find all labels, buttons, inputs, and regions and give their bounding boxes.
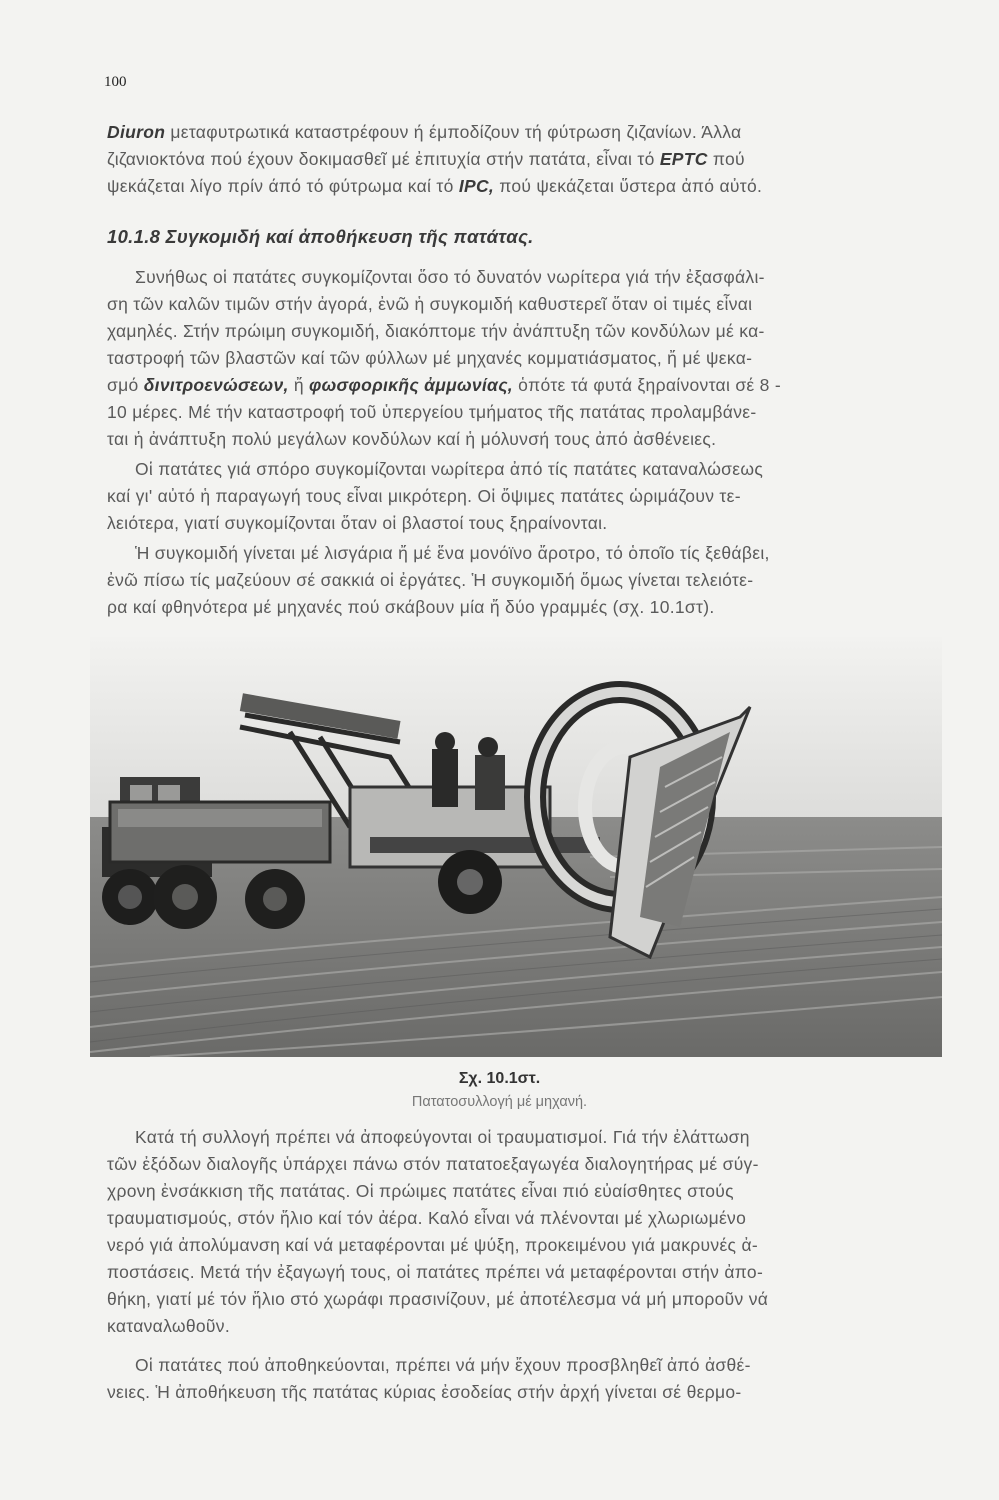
paragraph-collection — [107, 1124, 937, 1340]
text-line: καταναλωθοῦν. — [107, 1316, 230, 1336]
page-number: 100 — [104, 74, 127, 90]
term-eptc: EPTC — [659, 149, 708, 169]
text-span: πού ψεκάζεται ὕστερα ἀπό αὐτό. — [494, 176, 763, 196]
text-line: τῶν ἐξόδων διαλογῆς ὑπάρχει πάνω στόν πατατοεξαγωγέα διαλογητήρας μέ σύγ- — [107, 1154, 759, 1174]
text-line: νερό γιά ἀπολύμανση καί νά μεταφέρονται μέ ψύξη, προκειμένου γιά μακρυνές ἀ- — [107, 1235, 758, 1255]
term-dinitro: δινιτροενώσεων, — [143, 375, 289, 395]
text-line — [107, 173, 937, 200]
text-line: Ἡ συγκομιδή γίνεται μέ λισγάρια ἤ μέ ἕνα μονόϊνο ἄροτρο, τό ὁποῖο τίς ξεθάβει, — [135, 543, 770, 563]
paragraph-intro — [107, 119, 937, 200]
text-span: ἤ — [288, 375, 310, 395]
text-line: Συνήθως οἱ πατάτες συγκομίζονται ὅσο τό δυνατόν νωρίτερα γιά τήν ἐξασφάλι- — [135, 267, 765, 287]
section-heading: 10.1.8 Συγκομιδή καί ἀποθήκευση τῆς πατάτας. — [107, 226, 534, 247]
text-line: 10 μέρες. Μέ τήν καταστροφή τοῦ ὑπεργείου τμήματος τῆς πατάτας προλαμβάνε- — [107, 402, 757, 422]
text-line — [107, 119, 937, 146]
text-line: χαμηλές. Στήν πρώιμη συγκομιδή, διακόπτομε τήν ἀνάπτυξη τῶν κονδύλων μέ κα- — [107, 321, 765, 341]
text-line: ταστροφή τῶν βλαστῶν καί τῶν φύλλων μέ μηχανές κομματιάσματος, ἤ μέ ψεκα- — [107, 348, 753, 368]
term-ipc: IPC, — [458, 176, 495, 196]
text-span: ψεκάζεται λίγο πρίν άπό τό φύτρωμα καί τό — [107, 176, 459, 196]
text-line: ται ἡ ἀνάπτυξη πολύ μεγάλων κονδύλων καί ἡ μόλυνσή τους ἀπό ἀσθένειες. — [107, 429, 717, 449]
text-line: Κατά τή συλλογή πρέπει νά ἀποφεύγονται οἱ τραυματισμοί. Γιά τήν ἐλάττωση — [135, 1127, 750, 1147]
text-span: ζιζανιοκτόνα πού έχουν δοκιμασθεῖ μέ ἐπιτυχία στήν πατάτα, εἶναι τό — [107, 149, 660, 169]
text-line: Οἱ πατάτες πού ἀποθηκεύονται, πρέπει νά μήν ἔχουν προσβληθεῖ ἀπό ἀσθέ- — [135, 1355, 751, 1375]
text-span: μεταφυτρωτικά καταστρέφουν ή έμποδίζουν τή φύτρωση ζιζανίων. Άλλα — [165, 122, 742, 142]
text-line: καί γι' αὐτό ἡ παραγωγή τους εἶναι μικρότερη. Οἱ ὄψιμες πατάτες ὡριμάζουν τε- — [107, 486, 741, 506]
text-line: θήκη, γιατί μέ τόν ἥλιο στό χωράφι πρασινίζουν, μέ ἀποτέλεσμα νά μή μποροῦν νά — [107, 1289, 769, 1309]
term-ammonium-phosphate: φωσφορικῆς ἀμμωνίας, — [309, 375, 513, 395]
text-line: ποστάσεις. Μετά τήν ἐξαγωγή τους, οἱ πατάτες πρέπει νά μεταφέρονται στήν ἀπο- — [107, 1262, 764, 1282]
paragraph-harvest — [107, 264, 937, 453]
harvester-photo — [90, 637, 942, 1057]
text-line — [107, 146, 937, 173]
text-line: τραυματισμούς, στόν ἥλιο καί τόν ἀέρα. Καλό εἶναι νά πλένονται μέ χλωριωμένο — [107, 1208, 747, 1228]
text-line: ἐνῶ πίσω τίς μαζεύουν σέ σακκιά οἱ ἐργάτες. Ἡ συγκομιδή ὅμως γίνεται τελειότε- — [107, 570, 754, 590]
text-span: σμό — [107, 375, 144, 395]
text-line: ση τῶν καλῶν τιμῶν στήν ἀγορά, ἐνῶ ἡ συγκομιδή καθυστερεῖ ὅταν οἱ τιμές εἶναι — [107, 294, 753, 314]
text-line: νειες. Ἡ ἀποθήκευση τῆς πατάτας κύριας ἐσοδείας στήν ἀρχή γίνεται σέ θερμο- — [107, 1382, 742, 1402]
text-span: πού — [707, 149, 745, 169]
text-line — [107, 372, 937, 399]
paragraph-seed — [107, 456, 937, 537]
text-span: ὁπότε τά φυτά ξηραίνονται σέ 8 - — [512, 375, 782, 395]
figure-label: Σχ. 10.1στ. — [458, 1070, 541, 1087]
paragraph-method — [107, 540, 937, 621]
text-line: χρονη ἐνσάκκιση τῆς πατάτας. Οἱ πρώιμες πατάτες εἶναι πιό εὐαίσθητες στούς — [107, 1181, 734, 1201]
figure-caption: Πατατοσυλλογή μέ μηχανή. — [411, 1094, 588, 1110]
harvester-illustration — [90, 637, 942, 1057]
text-line: Οἱ πατάτες γιά σπόρο συγκομίζονται νωρίτερα ἀπό τίς πατάτες καταναλώσεως — [135, 459, 764, 479]
text-line: λειότερα, γιατί συγκομίζονται ὅταν οἱ βλαστοί τους ξηραίνονται. — [107, 513, 608, 533]
paragraph-storage — [107, 1352, 937, 1406]
text-line: ρα καί φθηνότερα μέ μηχανές πού σκάβουν μία ἤ δύο γραμμές (σχ. 10.1στ). — [107, 597, 715, 617]
term-diuron: Diuron — [107, 122, 166, 142]
